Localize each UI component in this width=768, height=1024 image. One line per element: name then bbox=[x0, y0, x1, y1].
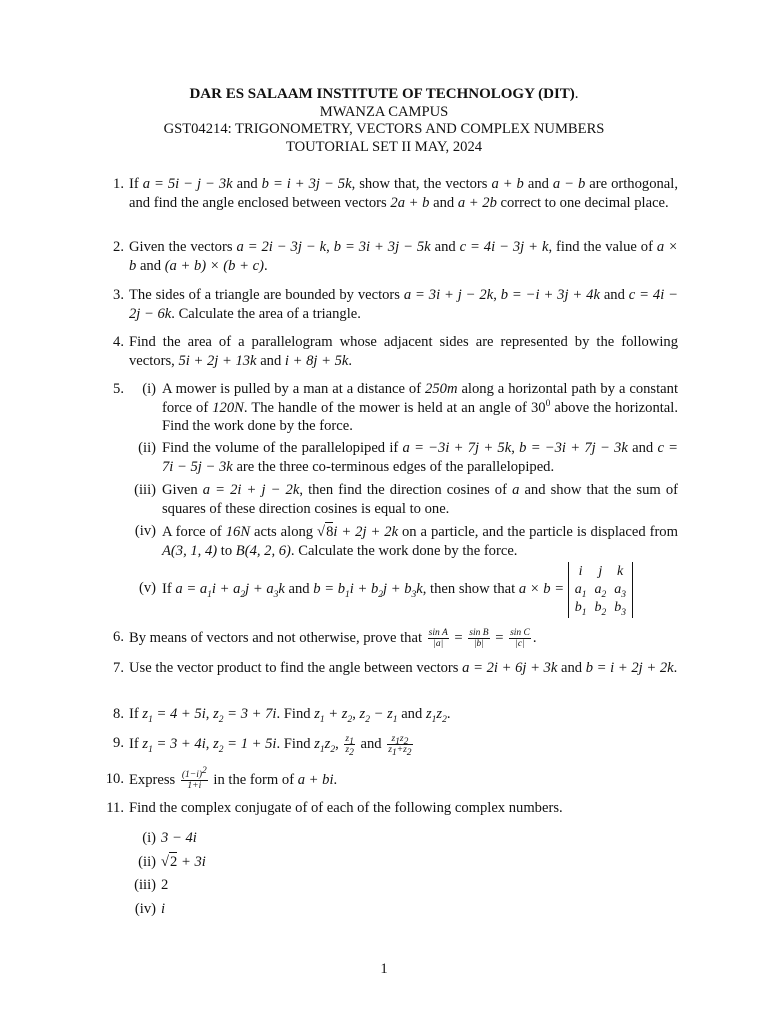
question-4: 4. Find the area of a parallelogram whose adjacent sides are represented by the following vectors, 5i + 2j + 13k and i + 8j + 5k. bbox=[113, 334, 678, 369]
question-5-part-i: (i) A mower is pulled by a man at a distance of 250m along a horizontal path by a constant force of 120N. The handle of the mower is held at an angle of $30^0$ above the horizontal. Find the work done by the force. bbox=[142, 381, 678, 434]
question-9: 9. If $z_1 = 3 + 4i$, $z_2 = 1 + 5i$. Find $z_1z_2$, $\frac{z_1}{z_2}$ and $\frac{z_1z_2}{z_1+z_2}$ bbox=[113, 734, 412, 758]
question-6: 6. By means of vectors and not otherwise, prove that $\frac{\text{sin A}}{|a|}$ = $\frac{\text{sin B}}{|b|}$ = $\frac{\text{sin C}}{|c|}$ . bbox=[113, 628, 537, 649]
question-8: 8. If $z_1 = 4 + 5i$, $z_2 = 3 + 7i$. Find $z_1 + z_2$, $z_2 - z_1$ and $z_1z_2$. bbox=[113, 706, 451, 725]
page-number: 1 bbox=[380, 961, 388, 977]
question-3: 3. The sides of a triangle are bounded by vectors a = 3i + j − 2k, b = −i + 3j + 4k and c = 4i − 2j − 6k. Calculate the area of a triangle. bbox=[113, 287, 678, 322]
question-11: 11. Find the complex conjugate of of each of the following complex numbers. bbox=[106, 800, 563, 816]
question-5-part-v: (v) If $a = a_1i + a_2j + a_3k$ and $b = b_1i + b_2j + b_3k$, then show that a × b = i j k $a_1$ $a_2$ $a_3$ $b_1$ $b_2$ $b_3$ bbox=[130, 561, 678, 618]
question-11-item: (ii) √2 + 3i bbox=[138, 854, 206, 870]
document-page: DAR ES SALAAM INSTITUTE OF TECHNOLOGY (DIT). MWANZA CAMPUS GST04214: TRIGONOMETRY, VECTORS AND COMPLEX NUMBERS TOUTORIAL SET II MAY, 2024 1. If a = 5i − j − 3k and b = i + 3j − 5k, show that, the vectors a + b and a − b are orthogonal, and find the angle enclosed between vectors 2a + b and a + 2b correct to one decimal place. 2. Given the vectors a = 2i − 3j − k, b = 3i + 3j − 5k and c = 4i − 3j + k, find the value of a × b and (a + b) × (b + c). 3. The sides of a triangle are bounded by vectors a = 3i + j − 2k, b = −i + 3j + 4k and c = 4i − 2j − 6k. Calculate the area of a triangle. 4. Find the area of a parallelogram whose adjacent sides are represented by the following vectors, 5i + 2j + 13k and i + 8j + 5k. 5. (i) A mower is pulled by a man at a distance of 250m along a horizontal path by a constant force of 120N. The handle of the mower is held at an angle of $30^0$ above the horizontal. Find the work done by the force. (ii) Find the volume of the parallelopiped if a = −3i + 7j + 5k, b = −3i + 7j − 3k and c = 7i − 5j − 3k are the three co-terminous edges of the parallelopiped. (iii) Given a = 2i + j − 2k, then find the direction cosines of a and show that the sum of squares of these direction cosines is equal to one. (iv) A force of 16N acts along √8i + 2j + 2k on a particle, and the particle is displaced from A(3, 1, 4) to B(4, 2, 6). Calculate the work done by the force. (v) If $a = a_1i + a_2j + a_3k$ and $b = b_1i + b_2j + b_3k$, then show that a × b = i j k $a_1$ $a_2$ $a_3$ $b_1$ $b_2$ $b_3$ 6. By means of vectors and not otherwise, prove that $\frac{\text{sin A}}{|a|}$ = $\frac{\text{sin B}}{|b|}$ = $\frac{\text{sin C}}{|c|}$ . 7. Use the vector product to find the angle between vectors a = 2i + 6j + 3k and b = i + 2j + 2k. 8. If $z_1 = 4 + 5i$, $z_2 = 3 + 7i$. Find $z_1 + z_2$, $z_2 - z_1$ and $z_1z_2$. 9. If $z_1 = 3 + 4i$, $z_2 = 1 + 5i$. Find $z_1z_2$, $\frac{z_1}{z_2}$ and $\frac{z_1z_2}{z_1+z_2}$ 10. Express $\frac{(1-i)^2}{1+i}$ in the form of a + bi. 11. Find the complex conjugate of of each of the following complex numbers. (i) 3 − 4i (ii) √2 + 3i (iii) 2 (iv) i 1 bbox=[0, 0, 768, 1024]
question-1: 1. If a = 5i − j − 3k and b = i + 3j − 5k, show that, the vectors a + b and a − b are orthogonal, and find the angle enclosed between vectors 2a + b and a + 2b correct to one decimal place. bbox=[113, 176, 678, 211]
question-7: 7. Use the vector product to find the angle between vectors a = 2i + 6j + 3k and b = i + 2j + 2k. bbox=[113, 660, 678, 676]
campus-name: MWANZA CAMPUS bbox=[319, 103, 449, 120]
question-5-part-ii: (ii) Find the volume of the parallelopiped if a = −3i + 7j + 5k, b = −3i + 7j − 3k and c = 7i − 5j − 3k are the three co-terminous edges of the parallelopiped. bbox=[138, 440, 679, 475]
question-11-item: (iii) 2 bbox=[134, 877, 169, 893]
tutorial-set: TOUTORIAL SET II MAY, 2024 bbox=[285, 138, 483, 155]
question-11-item: (iv) i bbox=[134, 901, 166, 917]
institution-title: DAR ES SALAAM INSTITUTE OF TECHNOLOGY (DIT). bbox=[189, 86, 579, 102]
question-11-item: (i) 3 − 4i bbox=[142, 830, 197, 846]
cross-product-determinant: i j k $a_1$ $a_2$ $a_3$ $b_1$ $b_2$ $b_3$ bbox=[568, 562, 633, 618]
question-2: 2. Given the vectors a = 2i − 3j − k, b = 3i + 3j − 5k and c = 4i − 3j + k, find the value of a × b and (a + b) × (b + c). bbox=[113, 239, 678, 274]
question-5-part-iv: (iv) A force of 16N acts along √8i + 2j + 2k on a particle, and the particle is displaced from A(3, 1, 4) to B(4, 2, 6). Calculate the work done by the force. bbox=[134, 523, 678, 559]
question-10: 10. Express $\frac{(1-i)^2}{1+i}$ in the form of a + bi. bbox=[105, 765, 338, 791]
question-5-part-iii: (iii) Given a = 2i + j − 2k, then find the direction cosines of a and show that the sum of squares of these direction cosines is equal to one. bbox=[134, 482, 678, 517]
document-header bbox=[0, 86, 768, 156]
course-title: GST04214: TRIGONOMETRY, VECTORS AND COMPLEX NUMBERS bbox=[163, 121, 605, 138]
